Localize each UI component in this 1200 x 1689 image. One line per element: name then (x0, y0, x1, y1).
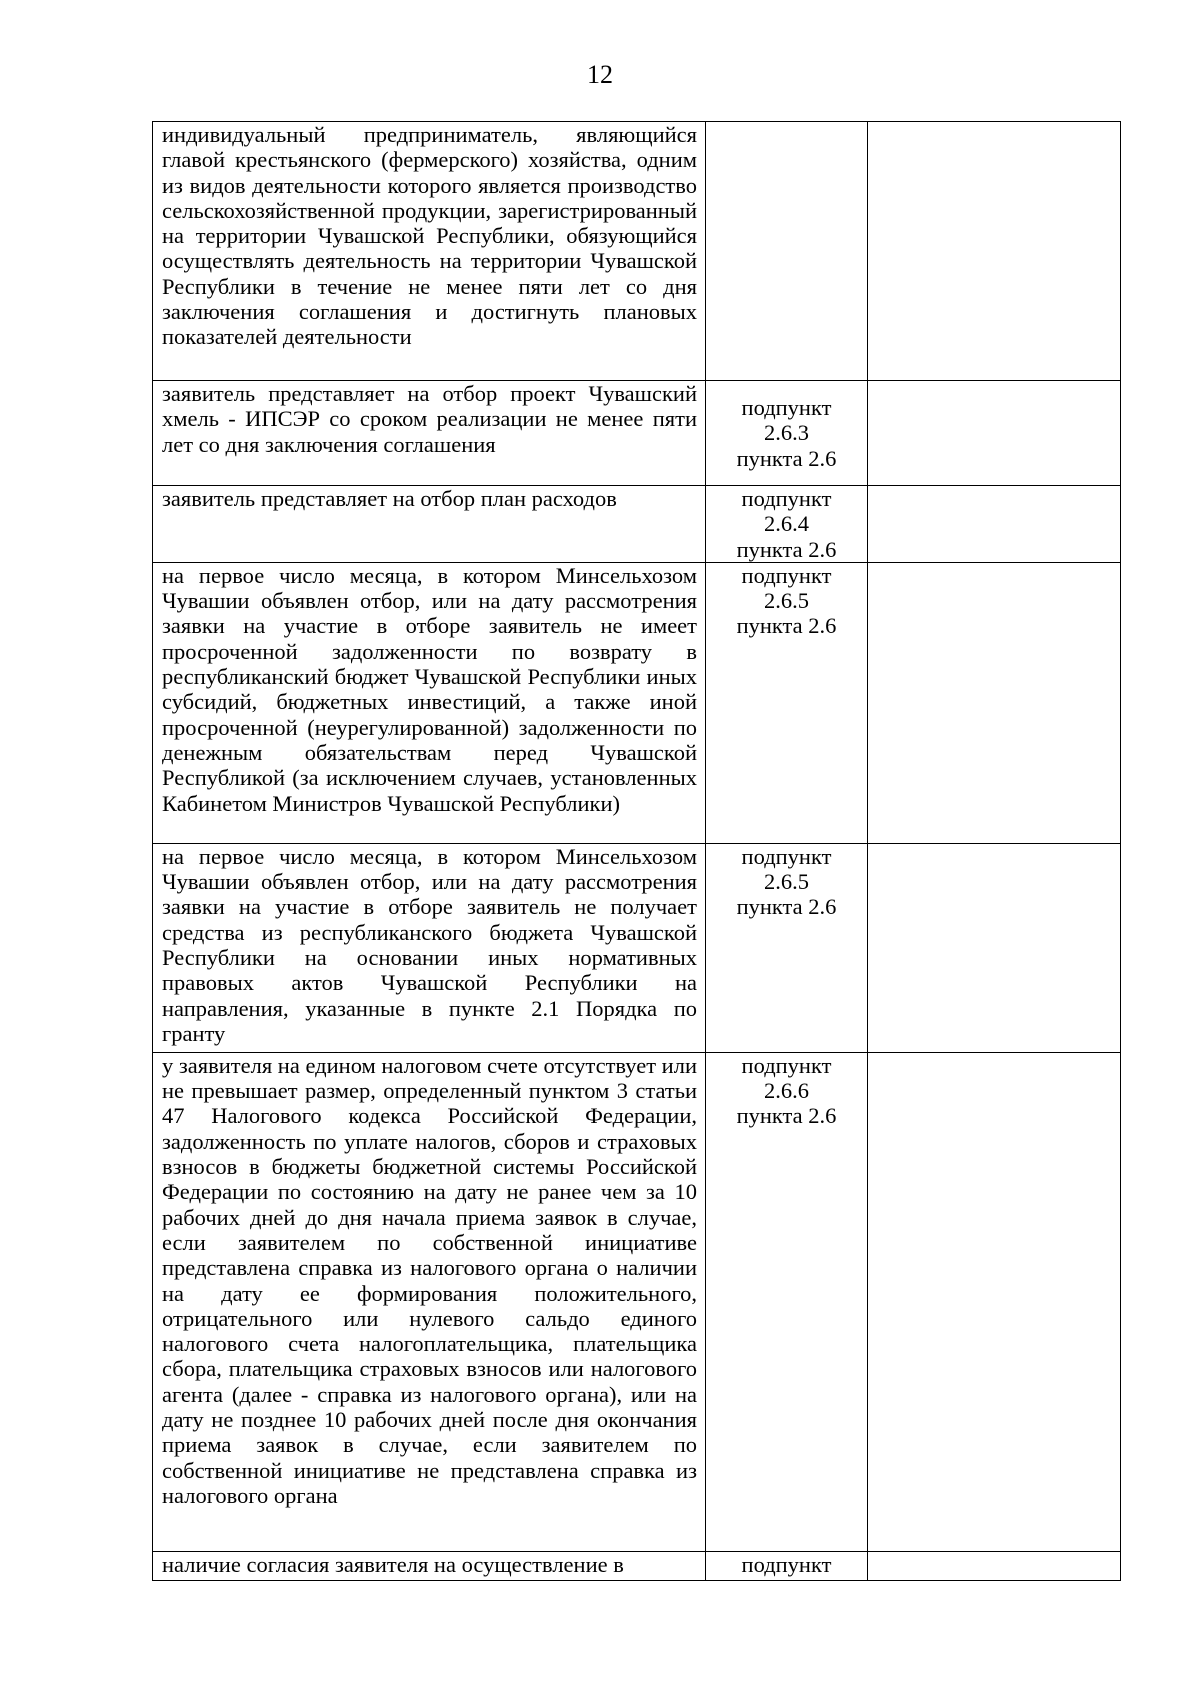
note-cell (868, 486, 1121, 563)
reference-line: пункта 2.6 (736, 536, 837, 562)
page-number: 12 (587, 60, 613, 89)
reference-line: 2.6.3 (764, 420, 809, 446)
table-row (153, 1052, 1121, 1551)
requirement-text: наличие согласия заявителя на осуществление в (153, 1551, 706, 1580)
reference-line: подпункт (741, 486, 832, 511)
reference-cell (706, 1052, 868, 1551)
table-row (153, 486, 1121, 563)
reference-line: подпункт (741, 843, 832, 869)
reference-line: подпункт (741, 395, 832, 421)
requirement-text: на первое число месяца, в котором Минсельхозом Чувашии объявлен отбор, или на дату рассмотрения заявки на участие в отборе заявитель не имеет просроченной задолженности по возврату в республиканский бюджет Чувашской Республики иных субсидий, бюджетных инвестиций, а также иной просроченной (неурегулированной) задолженности по денежным обязательствам перед Чувашской Республикой (за исключением случаев, установленных Кабинетом Министров Чувашской Республики) (153, 562, 706, 843)
requirements-table (152, 121, 1121, 1581)
note-cell (868, 122, 1121, 381)
reference-cell (706, 843, 868, 1052)
requirement-text: заявитель представляет на отбор проект Чувашский хмель - ИПСЭР со сроком реализации не менее пяти лет со дня заключения соглашения (153, 381, 706, 486)
table-row (153, 1551, 1121, 1580)
reference-line: подпункт (741, 562, 832, 588)
reference-line: 2.6.4 (764, 511, 809, 537)
reference-line: подпункт (741, 1052, 832, 1078)
note-cell (868, 843, 1121, 1052)
requirement-text: заявитель представляет на отбор план расходов (153, 486, 706, 563)
reference-line: 2.6.5 (764, 869, 809, 895)
table-row (153, 843, 1121, 1052)
note-cell (868, 1052, 1121, 1551)
note-cell (868, 381, 1121, 486)
reference-cell (706, 122, 868, 381)
table-row (153, 562, 1121, 843)
note-cell (868, 1551, 1121, 1580)
reference-cell (706, 381, 868, 486)
reference-line: 2.6.6 (764, 1078, 809, 1104)
note-cell (868, 562, 1121, 843)
reference-line: пункта 2.6 (736, 894, 837, 920)
reference-line: 2.6.5 (764, 588, 809, 614)
requirement-text: у заявителя на едином налоговом счете отсутствует или не превышает размер, определенный пунктом 3 статьи 47 Налогового кодекса Российской Федерации, задолженность по уплате налогов, сборов и страховых взносов в бюджеты бюджетной системы Российской Федерации по состоянию на дату не ранее чем за 10 рабочих дней до дня начала приема заявок в случае, если заявителем по собственной инициативе представлена справка из налогового органа о наличии на дату ее формирования положительного, отрицательного или нулевого сальдо единого налогового счета налогоплательщика, плательщика сбора, плательщика страховых взносов или налогового агента (далее - справка из налогового органа), или на дату не позднее 10 рабочих дней после дня окончания приема заявок в случае, если заявителем по собственной инициативе не представлена справка из налогового органа (153, 1052, 706, 1551)
reference-line: пункта 2.6 (736, 445, 837, 471)
reference-cell (706, 562, 868, 843)
reference-line: пункта 2.6 (736, 613, 837, 639)
reference-cell (706, 1551, 868, 1580)
table-row (153, 381, 1121, 486)
table-row (153, 122, 1121, 381)
reference-cell (706, 486, 868, 563)
reference-line: пункта 2.6 (736, 1103, 837, 1129)
reference-line: подпункт (741, 1551, 832, 1577)
requirement-text: индивидуальный предприниматель, являющийся главой крестьянского (фермерского) хозяйства, одним из видов деятельности которого является производство сельскохозяйственной продукции, зарегистрированный на территории Чувашской Республики, обязующийся осуществлять деятельность на территории Чувашской Республики в течение не менее пяти лет со дня заключения соглашения и достигнуть плановых показателей деятельности (153, 122, 706, 381)
requirement-text: на первое число месяца, в котором Минсельхозом Чувашии объявлен отбор, или на дату рассмотрения заявки на участие в отборе заявитель не получает средства из республиканского бюджета Чувашской Республики на основании иных нормативных правовых актов Чувашской Республики на направления, указанные в пункте 2.1 Порядка по гранту (153, 843, 706, 1052)
